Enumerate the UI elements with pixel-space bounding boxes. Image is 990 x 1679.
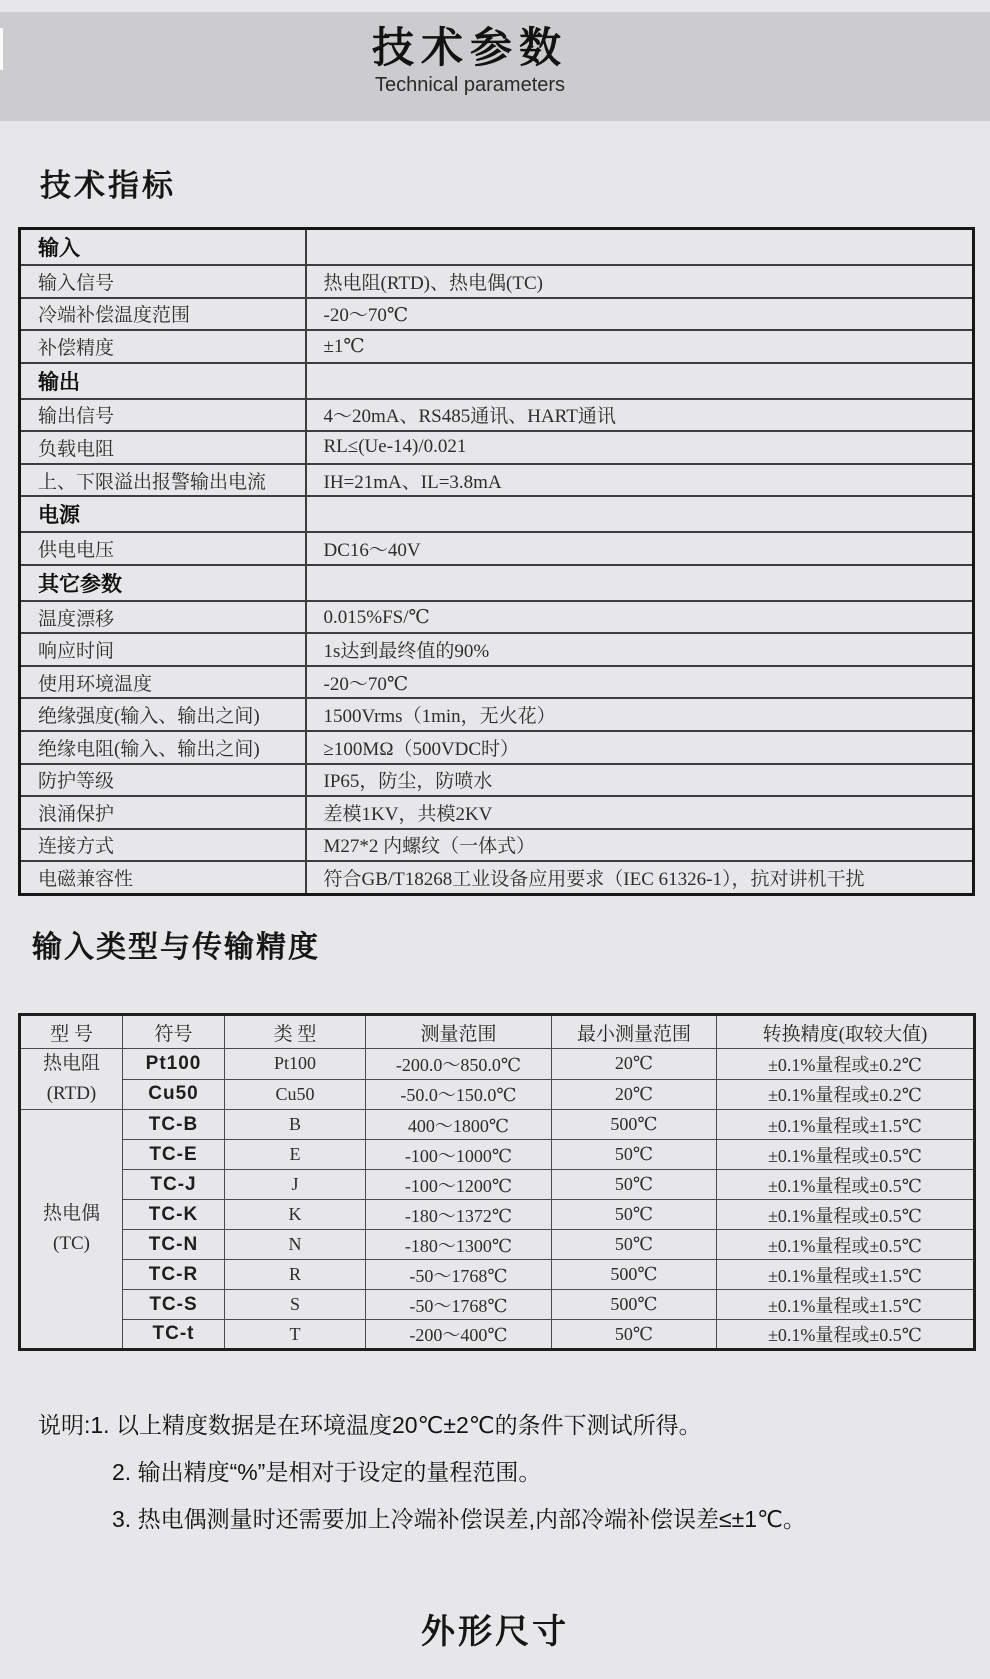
spec-value: IH=21mA、IL=3.8mA xyxy=(306,464,974,497)
min-range-cell: 50℃ xyxy=(552,1200,717,1230)
symbol-cell: TC-t xyxy=(123,1320,225,1350)
min-range-cell: 20℃ xyxy=(552,1049,717,1080)
model-sub: (RTD) xyxy=(46,1083,97,1104)
range-cell: -180～1300℃ xyxy=(366,1230,552,1260)
spec-label: 绝缘强度(输入、输出之间) xyxy=(20,698,306,731)
range-cell: 400～1800℃ xyxy=(366,1110,552,1140)
spec-label: 负载电阻 xyxy=(20,431,306,464)
symbol-cell: TC-S xyxy=(123,1290,225,1320)
type-cell: J xyxy=(225,1170,366,1200)
model-cell-tc xyxy=(20,1110,123,1350)
accuracy-row xyxy=(20,1079,975,1110)
accuracy-cell: ±0.1%量程或±1.5℃ xyxy=(717,1110,975,1140)
spec-row xyxy=(20,298,974,331)
section-title-dimensions: 外形尺寸 xyxy=(421,1613,569,1651)
spec-label: 浪涌保护 xyxy=(20,796,306,829)
accuracy-cell: ±0.1%量程或±0.2℃ xyxy=(717,1049,975,1080)
spec-label: 供电电压 xyxy=(20,532,306,565)
accuracy-header-row xyxy=(20,1015,975,1049)
col-header-min-range: 最小测量范围 xyxy=(552,1015,717,1049)
page-title: 技术参数 xyxy=(371,24,568,71)
symbol-cell: TC-K xyxy=(123,1200,225,1230)
spec-row xyxy=(20,330,974,363)
symbol-cell: Pt100 xyxy=(123,1049,225,1080)
accuracy-row xyxy=(20,1320,975,1350)
spec-label: 输入信号 xyxy=(20,265,306,298)
range-cell: -50～1768℃ xyxy=(366,1260,552,1290)
col-header-symbol: 符号 xyxy=(123,1015,225,1049)
col-header-accuracy: 转换精度(取较大值) xyxy=(717,1015,975,1049)
spec-value: IP65，防尘，防喷水 xyxy=(306,764,974,797)
spec-value xyxy=(306,565,974,601)
spec-row xyxy=(20,861,974,894)
accuracy-cell: ±0.1%量程或±0.5℃ xyxy=(717,1140,975,1170)
accuracy-cell: ±0.1%量程或±0.5℃ xyxy=(717,1170,975,1200)
spec-row-section-power xyxy=(20,496,974,532)
accuracy-row xyxy=(20,1170,975,1200)
spec-label: 输出信号 xyxy=(20,399,306,432)
spec-row-section-input xyxy=(20,229,974,266)
spec-label: 响应时间 xyxy=(20,633,306,666)
type-cell: B xyxy=(225,1110,366,1140)
symbol-cell: TC-J xyxy=(123,1170,225,1200)
spec-value: M27*2 内螺纹（一体式） xyxy=(306,829,974,862)
type-cell: Cu50 xyxy=(225,1079,366,1110)
spec-value: 1s达到最终值的90% xyxy=(306,633,974,666)
spec-value: 4～20mA、RS485通讯、HART通讯 xyxy=(306,399,974,432)
spec-label: 使用环境温度 xyxy=(20,666,306,699)
range-cell: -100～1200℃ xyxy=(366,1170,552,1200)
spec-label: 连接方式 xyxy=(20,829,306,862)
spec-label: 上、下限溢出报警输出电流 xyxy=(20,464,306,497)
accuracy-cell: ±0.1%量程或±0.5℃ xyxy=(717,1320,975,1350)
accuracy-table xyxy=(18,1013,976,1351)
note-line-2: 2. 输出精度“%”是相对于设定的量程范围。 xyxy=(112,1459,542,1485)
spec-row xyxy=(20,532,974,565)
min-range-cell: 500℃ xyxy=(552,1110,717,1140)
section-label: 电源 xyxy=(20,496,306,532)
spec-value: ≥100MΩ（500VDC时） xyxy=(306,731,974,764)
spec-row xyxy=(20,731,974,764)
type-cell: R xyxy=(225,1260,366,1290)
note-line-1: 说明:1. 以上精度数据是在环境温度20℃±2℃的条件下测试所得。 xyxy=(38,1412,702,1438)
spec-row xyxy=(20,796,974,829)
type-cell: T xyxy=(225,1320,366,1350)
range-cell: -200.0～850.0℃ xyxy=(366,1049,552,1080)
range-cell: -200～400℃ xyxy=(366,1320,552,1350)
symbol-cell: TC-B xyxy=(123,1110,225,1140)
accuracy-row xyxy=(20,1049,975,1080)
accuracy-row xyxy=(20,1110,975,1140)
accuracy-row xyxy=(20,1290,975,1320)
spec-label: 温度漂移 xyxy=(20,601,306,634)
model-cell-rtd xyxy=(20,1049,123,1110)
spec-row-section-other xyxy=(20,565,974,601)
col-header-type: 类 型 xyxy=(225,1015,366,1049)
spec-label: 电磁兼容性 xyxy=(20,861,306,894)
model-name: 热电阻 xyxy=(42,1053,100,1074)
spec-row xyxy=(20,601,974,634)
type-cell: K xyxy=(225,1200,366,1230)
accuracy-cell: ±0.1%量程或±1.5℃ xyxy=(717,1290,975,1320)
spec-value xyxy=(306,229,974,266)
spec-row-section-output xyxy=(20,363,974,399)
spec-value: ±1℃ xyxy=(306,330,974,363)
type-cell: E xyxy=(225,1140,366,1170)
spec-value: 符合GB/T18268工业设备应用要求（IEC 61326-1），抗对讲机干扰 xyxy=(306,861,974,894)
symbol-cell: TC-R xyxy=(123,1260,225,1290)
spec-value xyxy=(306,363,974,399)
min-range-cell: 50℃ xyxy=(552,1320,717,1350)
type-cell: N xyxy=(225,1230,366,1260)
model-sub: (TC) xyxy=(53,1233,90,1254)
spec-value xyxy=(306,496,974,532)
spec-value: 0.015%FS/℃ xyxy=(306,601,974,634)
accuracy-cell: ±0.1%量程或±0.5℃ xyxy=(717,1200,975,1230)
col-header-range: 测量范围 xyxy=(366,1015,552,1049)
col-header-model: 型 号 xyxy=(20,1015,123,1049)
banner-content xyxy=(0,12,965,98)
range-cell: -180～1372℃ xyxy=(366,1200,552,1230)
min-range-cell: 50℃ xyxy=(552,1140,717,1170)
spec-row xyxy=(20,829,974,862)
spec-row xyxy=(20,666,974,699)
spec-row xyxy=(20,431,974,464)
min-range-cell: 50℃ xyxy=(552,1170,717,1200)
accuracy-row xyxy=(20,1140,975,1170)
spec-label: 绝缘电阻(输入、输出之间) xyxy=(20,731,306,764)
range-cell: -100～1000℃ xyxy=(366,1140,552,1170)
notes-block xyxy=(38,1402,958,1543)
spec-label: 补偿精度 xyxy=(20,330,306,363)
section-label: 输入 xyxy=(20,229,306,266)
spec-row xyxy=(20,399,974,432)
symbol-cell: Cu50 xyxy=(123,1079,225,1110)
spec-row xyxy=(20,464,974,497)
symbol-cell: TC-E xyxy=(123,1140,225,1170)
type-cell: Pt100 xyxy=(225,1049,366,1080)
accuracy-row xyxy=(20,1260,975,1290)
page-subtitle: Technical parameters xyxy=(374,74,566,96)
spec-label: 冷端补偿温度范围 xyxy=(20,298,306,331)
spec-value: -20～70℃ xyxy=(306,298,974,331)
symbol-cell: TC-N xyxy=(123,1230,225,1260)
min-range-cell: 500℃ xyxy=(552,1290,717,1320)
spec-value: 1500Vrms（1min，无火花） xyxy=(306,698,974,731)
type-cell: S xyxy=(225,1290,366,1320)
spec-row xyxy=(20,265,974,298)
min-range-cell: 500℃ xyxy=(552,1260,717,1290)
range-cell: -50.0～150.0℃ xyxy=(366,1079,552,1110)
accuracy-cell: ±0.1%量程或±0.2℃ xyxy=(717,1079,975,1110)
spec-value: 差模1KV，共模2KV xyxy=(306,796,974,829)
spec-label: 防护等级 xyxy=(20,764,306,797)
spec-row xyxy=(20,698,974,731)
min-range-cell: 20℃ xyxy=(552,1079,717,1110)
header-banner xyxy=(0,12,990,121)
model-name: 热电偶 xyxy=(42,1203,100,1224)
spec-value: -20～70℃ xyxy=(306,666,974,699)
spec-value: DC16～40V xyxy=(306,532,974,565)
section-label: 输出 xyxy=(20,363,306,399)
section-label: 其它参数 xyxy=(20,565,306,601)
spec-value: RL≤(Ue-14)/0.021 xyxy=(306,431,974,464)
spec-table xyxy=(18,227,975,896)
spec-row xyxy=(20,764,974,797)
accuracy-cell: ±0.1%量程或±1.5℃ xyxy=(717,1260,975,1290)
note-line-3: 3. 热电偶测量时还需要加上冷端补偿误差,内部冷端补偿误差≤±1℃。 xyxy=(112,1506,806,1532)
min-range-cell: 50℃ xyxy=(552,1230,717,1260)
spec-value: 热电阻(RTD)、热电偶(TC) xyxy=(306,265,974,298)
section-title-input-accuracy: 输入类型与传输精度 xyxy=(32,931,320,964)
accuracy-row xyxy=(20,1230,975,1260)
range-cell: -50～1768℃ xyxy=(366,1290,552,1320)
accuracy-cell: ±0.1%量程或±0.5℃ xyxy=(717,1230,975,1260)
spec-row xyxy=(20,633,974,666)
section-title-tech-specs: 技术指标 xyxy=(40,168,176,203)
accuracy-row xyxy=(20,1200,975,1230)
